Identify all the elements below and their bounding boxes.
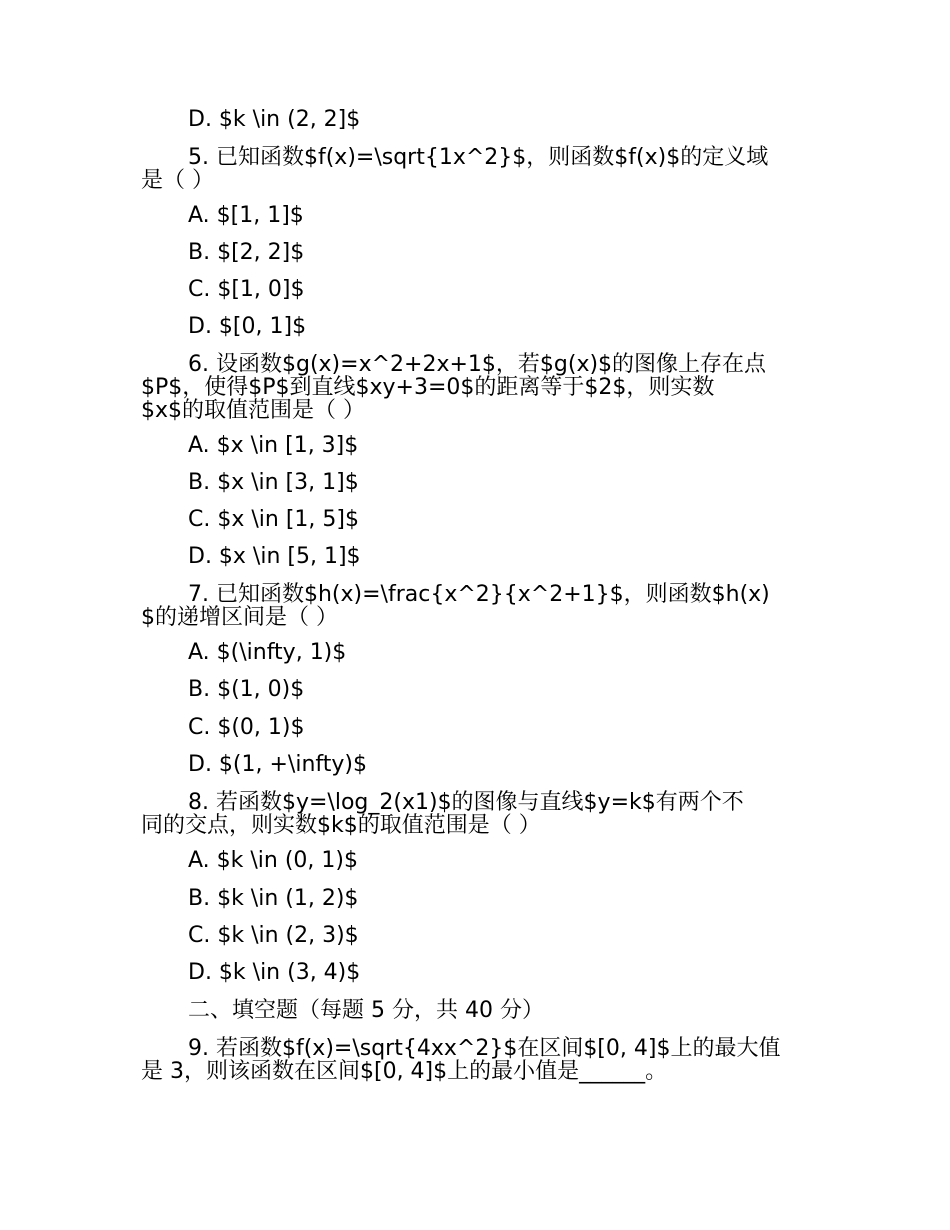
q5-option-c: C. $[1, 0]$ (188, 277, 305, 302)
q6-stem-line-2: $P$，使得$P$到直线$xy+3=0$的距离等于$2$，则实数 (141, 375, 715, 400)
q9-stem-line-1: 9. 若函数$f(x)=\sqrt{4xx^2}$在区间$[0, 4]$上的最大值 (188, 1036, 781, 1061)
q5-option-d: D. $[0, 1]$ (188, 314, 307, 339)
q8-option-a: A. $k \in (0, 1)$ (188, 848, 358, 873)
q7-option-a: A. $(\infty, 1)$ (188, 640, 347, 665)
q7-option-c: C. $(0, 1)$ (188, 715, 305, 740)
q6-option-b: B. $x \in [3, 1]$ (188, 470, 359, 495)
q6-stem-line-1: 6. 设函数$g(x)=x^2+2x+1$，若$g(x)$的图像上存在点 (188, 352, 767, 377)
q8-option-d: D. $k \in (3, 4)$ (188, 960, 361, 985)
q7-stem-line-1: 7. 已知函数$h(x)=\frac{x^2}{x^2+1}$，则函数$h(x) (188, 582, 770, 607)
q8-option-b: B. $k \in (1, 2)$ (188, 886, 359, 911)
q5-stem-line-2: 是（ ） (141, 168, 214, 193)
q4-option-d: D. $k \in (2, 2]$ (188, 107, 361, 132)
q6-option-a: A. $x \in [1, 3]$ (188, 433, 359, 458)
q6-stem-line-3: $x$的取值范围是（ ） (141, 398, 366, 423)
section-heading-fill-in: 二、填空题（每题 5 分，共 40 分） (188, 998, 544, 1023)
q8-option-c: C. $k \in (2, 3)$ (188, 923, 359, 948)
q5-option-a: A. $[1, 1]$ (188, 203, 304, 228)
q7-option-b: B. $(1, 0)$ (188, 677, 305, 702)
q9-stem-line-2: 是 3，则该函数在区间$[0, 4]$上的最小值是______。 (141, 1059, 668, 1084)
q5-option-b: B. $[2, 2]$ (188, 240, 305, 265)
q6-option-d: D. $x \in [5, 1]$ (188, 544, 361, 569)
q7-option-d: D. $(1, +\infty)$ (188, 752, 367, 777)
q6-option-c: C. $x \in [1, 5]$ (188, 507, 359, 532)
q7-stem-line-2: $的递增区间是（ ） (141, 605, 338, 630)
q5-stem-line-1: 5. 已知函数$f(x)=\sqrt{1x^2}$，则函数$f(x)$的定义域 (188, 145, 769, 170)
q8-stem-line-2: 同的交点，则实数$k$的取值范围是（ ） (141, 813, 541, 838)
q8-stem-line-1: 8. 若函数$y=\log_2(x1)$的图像与直线$y=k$有两个不 (188, 790, 744, 815)
